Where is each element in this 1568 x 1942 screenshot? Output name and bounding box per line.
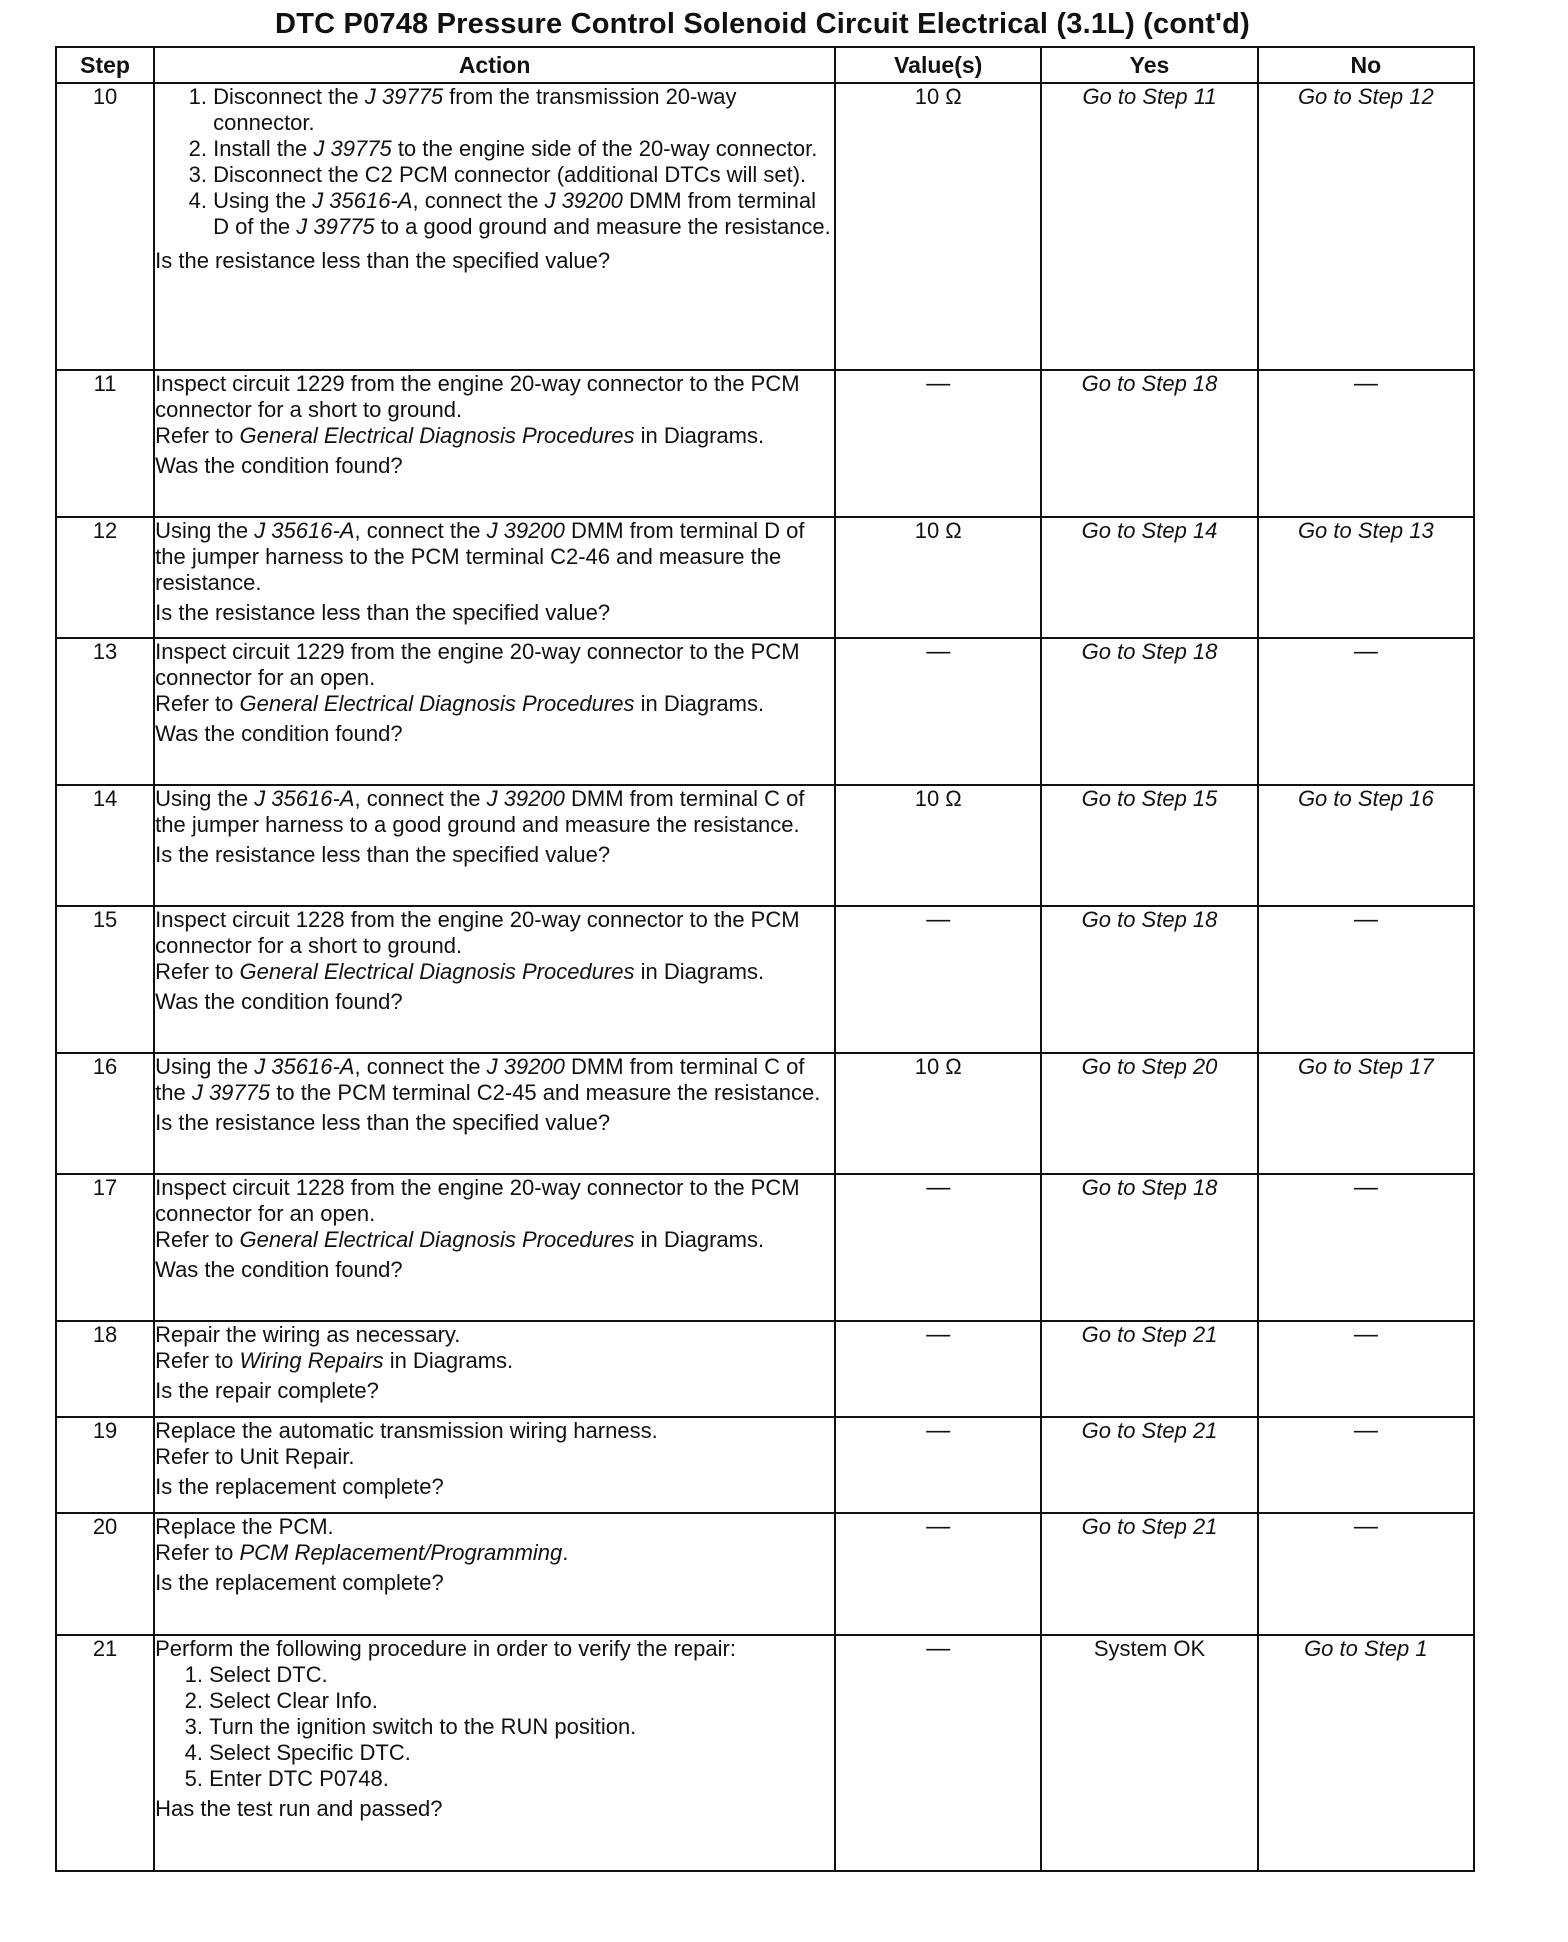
yes-cell: Go to Step 18 — [1041, 906, 1257, 1053]
value-cell: — — [835, 1417, 1041, 1513]
no-cell: — — [1258, 1321, 1474, 1417]
step-number: 14 — [56, 785, 154, 906]
value-cell: 10 Ω — [835, 83, 1041, 370]
value-cell: — — [835, 1174, 1041, 1321]
list-item: 2. Install the J 39775 to the engine side of the 20-way connector. — [213, 136, 834, 162]
no-cell: — — [1258, 1417, 1474, 1513]
yes-cell: Go to Step 15 — [1041, 785, 1257, 906]
action-question: Is the replacement complete? — [155, 1474, 444, 1499]
list-item: 5. Enter DTC P0748. — [209, 1766, 834, 1792]
header-step: Step — [56, 47, 154, 83]
table-row — [56, 638, 1474, 785]
list-item: 4. Select Specific DTC. — [209, 1740, 834, 1766]
action-cell — [154, 517, 835, 638]
no-cell: — — [1258, 906, 1474, 1053]
yes-cell: System OK — [1041, 1635, 1257, 1871]
action-text: Inspect circuit 1228 from the engine 20-way connector to the PCM connector for an open. — [155, 1175, 800, 1226]
table-row — [56, 1321, 1474, 1417]
no-cell: Go to Step 17 — [1258, 1053, 1474, 1174]
action-reference: Refer to Unit Repair. — [155, 1444, 355, 1469]
value-cell: 10 Ω — [835, 1053, 1041, 1174]
action-cell — [154, 785, 835, 906]
page-title: DTC P0748 Pressure Control Solenoid Circuit Electrical (3.1L) (cont'd) — [275, 8, 1250, 40]
list-item: 3. Disconnect the C2 PCM connector (additional DTCs will set). — [213, 162, 834, 188]
table-row — [56, 1635, 1474, 1871]
action-question: Was the condition found? — [155, 721, 403, 746]
action-question: Is the replacement complete? — [155, 1570, 444, 1595]
list-item: 1. Select DTC. — [209, 1662, 834, 1688]
header-action: Action — [154, 47, 835, 83]
yes-cell: Go to Step 18 — [1041, 638, 1257, 785]
action-cell — [154, 1174, 835, 1321]
step-number: 19 — [56, 1417, 154, 1513]
header-no: No — [1258, 47, 1474, 83]
list-item: 3. Turn the ignition switch to the RUN position. — [209, 1714, 834, 1740]
action-text: Perform the following procedure in order to verify the repair: — [155, 1636, 736, 1661]
list-item: 4. Using the J 35616-A, connect the J 39200 DMM from terminal D of the J 39775 to a good ground and measure the resistance. — [213, 188, 834, 240]
procedure-list — [155, 84, 834, 240]
action-text: Inspect circuit 1228 from the engine 20-way connector to the PCM connector for a short to ground. — [155, 907, 800, 958]
action-question: Was the condition found? — [155, 453, 403, 478]
action-cell — [154, 906, 835, 1053]
table-row — [56, 906, 1474, 1053]
value-cell: — — [835, 1321, 1041, 1417]
yes-cell: Go to Step 20 — [1041, 1053, 1257, 1174]
action-question: Was the condition found? — [155, 989, 403, 1014]
no-cell: Go to Step 16 — [1258, 785, 1474, 906]
table-row — [56, 1513, 1474, 1635]
value-cell: — — [835, 1635, 1041, 1871]
action-reference: Refer to Wiring Repairs in Diagrams. — [155, 1348, 514, 1373]
list-item: 2. Select Clear Info. — [209, 1688, 834, 1714]
diagnostic-table — [55, 46, 1475, 1872]
step-number: 10 — [56, 83, 154, 370]
step-number: 13 — [56, 638, 154, 785]
table-row — [56, 1174, 1474, 1321]
action-cell — [154, 638, 835, 785]
step-number: 17 — [56, 1174, 154, 1321]
step-number: 15 — [56, 906, 154, 1053]
yes-cell: Go to Step 11 — [1041, 83, 1257, 370]
action-cell — [154, 1417, 835, 1513]
action-reference: Refer to PCM Replacement/Programming. — [155, 1540, 569, 1565]
header-values: Value(s) — [835, 47, 1041, 83]
step-number: 21 — [56, 1635, 154, 1871]
step-number: 12 — [56, 517, 154, 638]
step-number: 11 — [56, 370, 154, 517]
no-cell: Go to Step 13 — [1258, 517, 1474, 638]
action-text: Inspect circuit 1229 from the engine 20-way connector to the PCM connector for a short to ground. — [155, 371, 800, 422]
step-number: 18 — [56, 1321, 154, 1417]
action-text: Using the J 35616-A, connect the J 39200 DMM from terminal C of the J 39775 to the PCM terminal C2-45 and measure the resistance. — [155, 1054, 821, 1105]
action-reference: Refer to General Electrical Diagnosis Procedures in Diagrams. — [155, 423, 765, 448]
action-reference: Refer to General Electrical Diagnosis Procedures in Diagrams. — [155, 1227, 765, 1252]
yes-cell: Go to Step 21 — [1041, 1513, 1257, 1635]
yes-cell: Go to Step 18 — [1041, 370, 1257, 517]
no-cell: — — [1258, 1513, 1474, 1635]
step-number: 16 — [56, 1053, 154, 1174]
table-row — [56, 517, 1474, 638]
table-header-row — [56, 47, 1474, 83]
value-cell: — — [835, 906, 1041, 1053]
action-cell — [154, 1321, 835, 1417]
action-reference: Refer to General Electrical Diagnosis Procedures in Diagrams. — [155, 959, 765, 984]
no-cell: — — [1258, 1174, 1474, 1321]
action-cell — [154, 1513, 835, 1635]
action-question: Is the resistance less than the specified value? — [155, 600, 611, 625]
value-cell: — — [835, 638, 1041, 785]
action-text: Repair the wiring as necessary. — [155, 1322, 461, 1347]
action-cell — [154, 1635, 835, 1871]
action-text: Inspect circuit 1229 from the engine 20-way connector to the PCM connector for an open. — [155, 639, 800, 690]
yes-cell: Go to Step 21 — [1041, 1417, 1257, 1513]
table-row — [56, 1417, 1474, 1513]
action-cell — [154, 1053, 835, 1174]
action-question: Is the resistance less than the specified value? — [155, 842, 611, 867]
action-question: Is the resistance less than the specified value? — [155, 1110, 611, 1135]
value-cell: 10 Ω — [835, 517, 1041, 638]
value-cell: — — [835, 1513, 1041, 1635]
action-question: Is the repair complete? — [155, 1378, 379, 1403]
no-cell: Go to Step 12 — [1258, 83, 1474, 370]
action-text: Using the J 35616-A, connect the J 39200 DMM from terminal D of the jumper harness to the PCM terminal C2-46 and measure the resistance. — [155, 518, 805, 595]
value-cell: — — [835, 370, 1041, 517]
action-question: Was the condition found? — [155, 1257, 403, 1282]
action-text: Replace the PCM. — [155, 1514, 334, 1539]
action-reference: Refer to General Electrical Diagnosis Procedures in Diagrams. — [155, 691, 765, 716]
action-question: Is the resistance less than the specified value? — [155, 248, 611, 273]
action-text: Using the J 35616-A, connect the J 39200 DMM from terminal C of the jumper harness to a good ground and measure the resistance. — [155, 786, 805, 837]
action-cell — [154, 370, 835, 517]
procedure-list — [155, 1662, 834, 1792]
yes-cell: Go to Step 14 — [1041, 517, 1257, 638]
step-number: 20 — [56, 1513, 154, 1635]
header-yes: Yes — [1041, 47, 1257, 83]
value-cell: 10 Ω — [835, 785, 1041, 906]
no-cell: — — [1258, 370, 1474, 517]
yes-cell: Go to Step 21 — [1041, 1321, 1257, 1417]
list-item: 1. Disconnect the J 39775 from the transmission 20-way connector. — [213, 84, 834, 136]
action-cell — [154, 83, 835, 370]
table-row — [56, 83, 1474, 370]
action-question: Has the test run and passed? — [155, 1796, 443, 1821]
table-row — [56, 1053, 1474, 1174]
no-cell: Go to Step 1 — [1258, 1635, 1474, 1871]
no-cell: — — [1258, 638, 1474, 785]
table-row — [56, 370, 1474, 517]
yes-cell: Go to Step 18 — [1041, 1174, 1257, 1321]
action-text: Replace the automatic transmission wiring harness. — [155, 1418, 658, 1443]
table-row — [56, 785, 1474, 906]
